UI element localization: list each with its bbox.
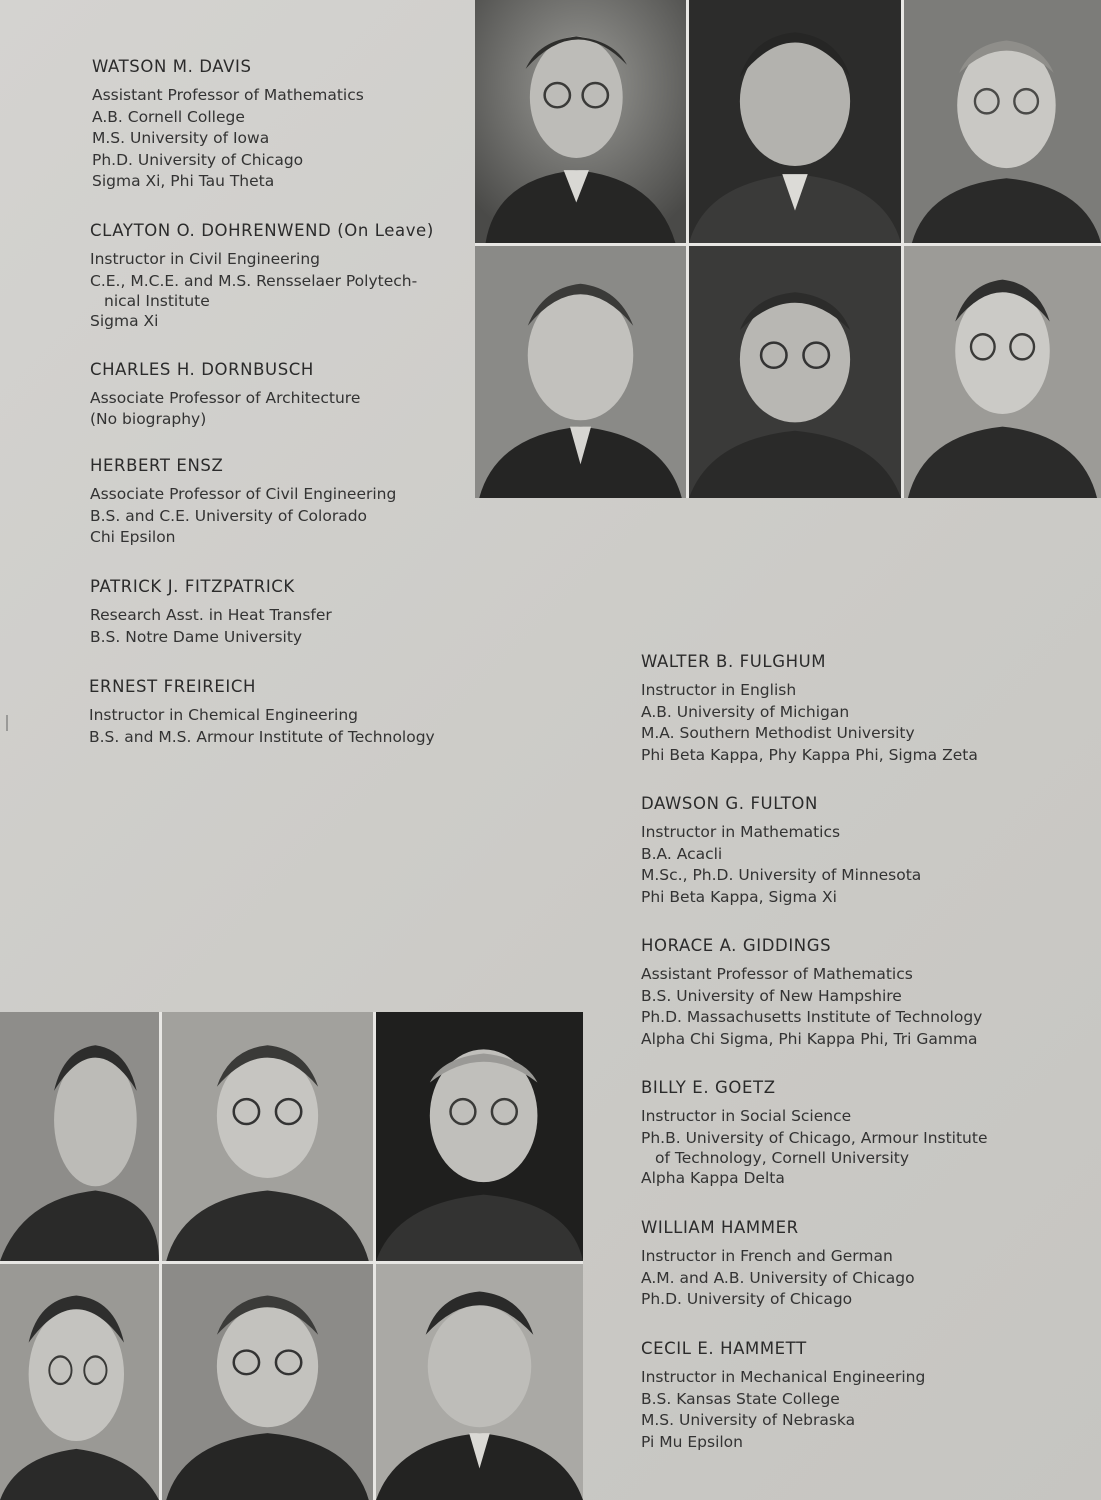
bio-line: Assistant Professor of Mathematics bbox=[92, 86, 364, 104]
bio-name: ERNEST FREIREICH bbox=[89, 677, 256, 696]
bio-line: Sigma Xi, Phi Tau Theta bbox=[92, 172, 275, 191]
photo-grid-bottom bbox=[0, 1012, 583, 1500]
bio-line: M.S. University of Nebraska bbox=[641, 1411, 856, 1430]
portrait-photo bbox=[904, 246, 1101, 498]
bio-line: Instructor in Social Science bbox=[641, 1107, 852, 1125]
bio-line: B.S. and C.E. University of Colorado bbox=[90, 506, 368, 525]
bio-line: B.S. Kansas State College bbox=[641, 1389, 840, 1408]
bio-horace-giddings bbox=[641, 936, 1081, 1050]
bio-line: Instructor in Mechanical Engineering bbox=[641, 1368, 926, 1386]
bio-clayton-dohrenwend bbox=[90, 221, 510, 333]
bio-line: Instructor in Chemical Engineering bbox=[89, 706, 359, 724]
bio-line: Alpha Kappa Delta bbox=[641, 1169, 785, 1188]
bio-line: Alpha Chi Sigma, Phi Kappa Phi, Tri Gamma bbox=[641, 1029, 978, 1048]
portrait-photo bbox=[376, 1264, 583, 1500]
bio-line: Ph.D. University of Chicago bbox=[92, 150, 304, 169]
bio-line: Sigma Xi bbox=[90, 312, 159, 331]
bio-name: WALTER B. FULGHUM bbox=[641, 652, 827, 671]
bio-line: Associate Professor of Architecture bbox=[90, 389, 361, 407]
bio-name: HORACE A. GIDDINGS bbox=[641, 936, 832, 955]
bio-line: A.B. University of Michigan bbox=[641, 702, 850, 721]
bio-line: B.S. and M.S. Armour Institute of Technology bbox=[89, 727, 435, 746]
portrait-photo bbox=[904, 0, 1101, 243]
bio-charles-dornbusch bbox=[90, 360, 510, 429]
bio-name: PATRICK J. FITZPATRICK bbox=[90, 577, 295, 596]
photo-grid-top bbox=[475, 0, 1101, 498]
bio-line: B.S. University of New Hampshire bbox=[641, 986, 902, 1005]
portrait-photo bbox=[689, 0, 901, 243]
bio-line: Pi Mu Epsilon bbox=[641, 1432, 743, 1451]
bio-line: Phi Beta Kappa, Phy Kappa Phi, Sigma Zeta bbox=[641, 745, 978, 764]
bio-line: Instructor in Mathematics bbox=[641, 823, 841, 841]
bio-line: Phi Beta Kappa, Sigma Xi bbox=[641, 887, 837, 906]
bio-line: C.E., M.C.E. and M.S. Rensselaer Polytech- bbox=[90, 271, 418, 290]
bio-line: Instructor in English bbox=[641, 681, 797, 699]
bio-line: B.S. Notre Dame University bbox=[90, 627, 303, 646]
bio-name: WATSON M. DAVIS bbox=[92, 57, 252, 76]
portrait-photo bbox=[162, 1264, 373, 1500]
portrait-photo bbox=[162, 1012, 373, 1261]
bio-line: of Technology, Cornell University bbox=[655, 1149, 910, 1168]
bio-line: Ph.B. University of Chicago, Armour Institute bbox=[641, 1128, 988, 1147]
bio-name: CHARLES H. DORNBUSCH bbox=[90, 360, 314, 379]
page-speck bbox=[6, 715, 8, 731]
bio-line: Ph.D. Massachusetts Institute of Technology bbox=[641, 1008, 983, 1027]
bio-line: nical Institute bbox=[104, 292, 210, 311]
bio-cecil-hammett bbox=[641, 1339, 1081, 1453]
bio-line: A.M. and A.B. University of Chicago bbox=[641, 1268, 915, 1287]
bio-walter-fulghum bbox=[641, 652, 1081, 766]
bio-name: WILLIAM HAMMER bbox=[641, 1218, 799, 1237]
bio-line: A.B. Cornell College bbox=[92, 107, 245, 126]
bio-herbert-ensz bbox=[90, 456, 510, 549]
portrait-photo bbox=[0, 1012, 159, 1261]
bio-name: HERBERT ENSZ bbox=[90, 456, 224, 475]
bio-line: M.A. Southern Methodist University bbox=[641, 724, 915, 743]
bio-line: Instructor in French and German bbox=[641, 1247, 893, 1265]
bio-name: CECIL E. HAMMETT bbox=[641, 1339, 807, 1358]
bio-ernest-freireich bbox=[89, 677, 509, 748]
portrait-photo bbox=[475, 246, 686, 498]
bio-name: BILLY E. GOETZ bbox=[641, 1078, 776, 1097]
bio-line: Ph.D. University of Chicago bbox=[641, 1290, 853, 1309]
portrait-photo bbox=[475, 0, 686, 243]
bio-line: Associate Professor of Civil Engineering bbox=[90, 485, 397, 503]
bio-name: DAWSON G. FULTON bbox=[641, 794, 818, 813]
bio-billy-goetz bbox=[641, 1078, 1081, 1190]
portrait-photo bbox=[689, 246, 901, 498]
bio-line: M.Sc., Ph.D. University of Minnesota bbox=[641, 866, 922, 885]
portrait-photo bbox=[0, 1264, 159, 1500]
bio-line: B.A. Acacli bbox=[641, 844, 723, 863]
bio-william-hammer bbox=[641, 1218, 1081, 1311]
portrait-photo bbox=[376, 1012, 583, 1261]
bio-line: Assistant Professor of Mathematics bbox=[641, 965, 913, 983]
bio-line: Chi Epsilon bbox=[90, 528, 176, 547]
bio-dawson-fulton bbox=[641, 794, 1081, 908]
bio-patrick-fitzpatrick bbox=[90, 577, 510, 648]
bio-line: (No biography) bbox=[90, 409, 207, 428]
bio-line: Research Asst. in Heat Transfer bbox=[90, 606, 332, 624]
bio-watson-davis bbox=[92, 57, 512, 193]
bio-name: CLAYTON O. DOHRENWEND (On Leave) bbox=[90, 221, 434, 240]
bio-line: Instructor in Civil Engineering bbox=[90, 250, 321, 268]
bio-line: M.S. University of Iowa bbox=[92, 129, 270, 148]
